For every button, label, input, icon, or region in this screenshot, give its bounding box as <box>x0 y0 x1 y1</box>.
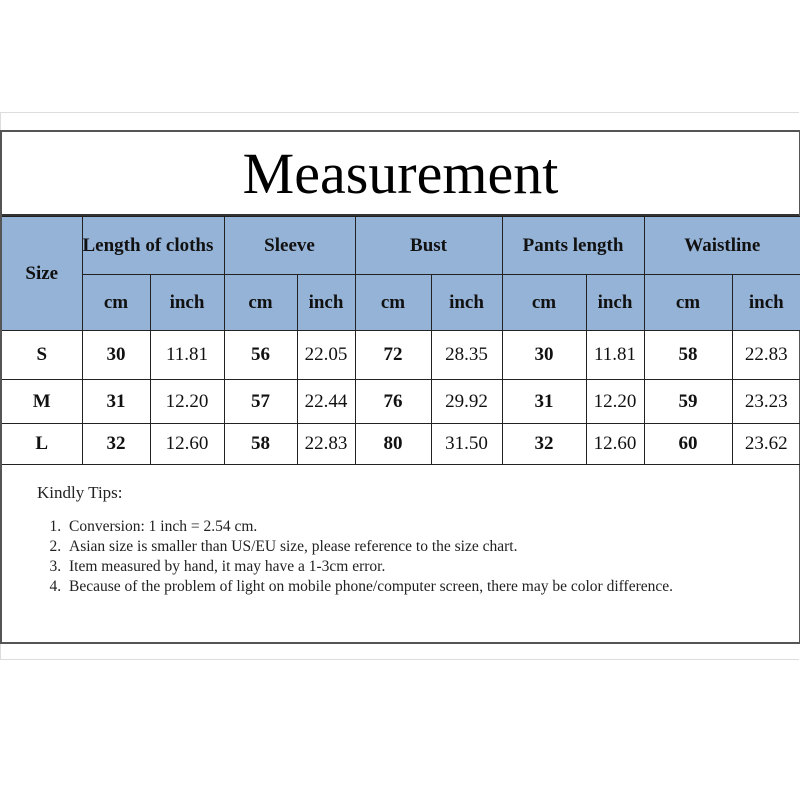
group-header: Bust <box>355 217 502 275</box>
group-header: Sleeve <box>224 217 355 275</box>
table-row <box>2 331 800 380</box>
tip-item: 3. Item measured by hand, it may have a 1-3cm error. <box>65 557 799 577</box>
unit-header: cm <box>82 275 150 331</box>
cm-cell: 60 <box>644 424 732 465</box>
chart-title: Measurement <box>2 132 799 216</box>
table-row <box>2 424 800 465</box>
inch-cell: 28.35 <box>431 331 502 380</box>
inch-cell: 23.62 <box>732 424 800 465</box>
unit-header: cm <box>502 275 586 331</box>
inch-cell: 22.83 <box>297 424 355 465</box>
cm-cell: 56 <box>224 331 297 380</box>
unit-header: inch <box>150 275 224 331</box>
cm-cell: 58 <box>224 424 297 465</box>
size-header: Size <box>2 217 82 331</box>
tips-heading: Kindly Tips: <box>37 483 123 502</box>
tip-item: 4. Because of the problem of light on mobile phone/computer screen, there may be color difference. <box>65 577 689 597</box>
cm-cell: 72 <box>355 331 431 380</box>
unit-header: cm <box>644 275 732 331</box>
cm-cell: 30 <box>502 331 586 380</box>
inch-cell: 11.81 <box>586 331 644 380</box>
group-header: Length of cloths <box>82 217 224 275</box>
inch-cell: 12.60 <box>150 424 224 465</box>
inch-cell: 31.50 <box>431 424 502 465</box>
size-cell: M <box>2 380 82 424</box>
unit-header: inch <box>431 275 502 331</box>
inch-cell: 22.05 <box>297 331 355 380</box>
cm-cell: 31 <box>502 380 586 424</box>
cm-cell: 32 <box>82 424 150 465</box>
inch-cell: 23.23 <box>732 380 800 424</box>
table-row <box>2 380 800 424</box>
cm-cell: 30 <box>82 331 150 380</box>
tip-item: 2. Asian size is smaller than US/EU size, please reference to the size chart. <box>65 537 799 557</box>
size-cell: L <box>2 424 82 465</box>
inch-cell: 12.20 <box>150 380 224 424</box>
cm-cell: 32 <box>502 424 586 465</box>
size-cell: S <box>2 331 82 380</box>
cm-cell: 80 <box>355 424 431 465</box>
unit-header: inch <box>586 275 644 331</box>
cm-cell: 58 <box>644 331 732 380</box>
inch-cell: 11.81 <box>150 331 224 380</box>
header-row <box>2 217 800 275</box>
cm-cell: 31 <box>82 380 150 424</box>
group-header: Pants length <box>502 217 644 275</box>
inch-cell: 29.92 <box>431 380 502 424</box>
inch-cell: 22.44 <box>297 380 355 424</box>
unit-row <box>2 275 800 331</box>
tip-item: 1. Conversion: 1 inch = 2.54 cm. <box>65 517 799 537</box>
unit-header: inch <box>297 275 355 331</box>
cm-cell: 76 <box>355 380 431 424</box>
inch-cell: 22.83 <box>732 331 800 380</box>
inch-cell: 12.20 <box>586 380 644 424</box>
group-header: Waistline <box>644 217 800 275</box>
cm-cell: 59 <box>644 380 732 424</box>
size-table <box>2 216 800 465</box>
cm-cell: 57 <box>224 380 297 424</box>
unit-header: cm <box>224 275 297 331</box>
inch-cell: 12.60 <box>586 424 644 465</box>
tips-section <box>2 465 799 597</box>
unit-header: cm <box>355 275 431 331</box>
size-chart <box>0 130 800 644</box>
unit-header: inch <box>732 275 800 331</box>
